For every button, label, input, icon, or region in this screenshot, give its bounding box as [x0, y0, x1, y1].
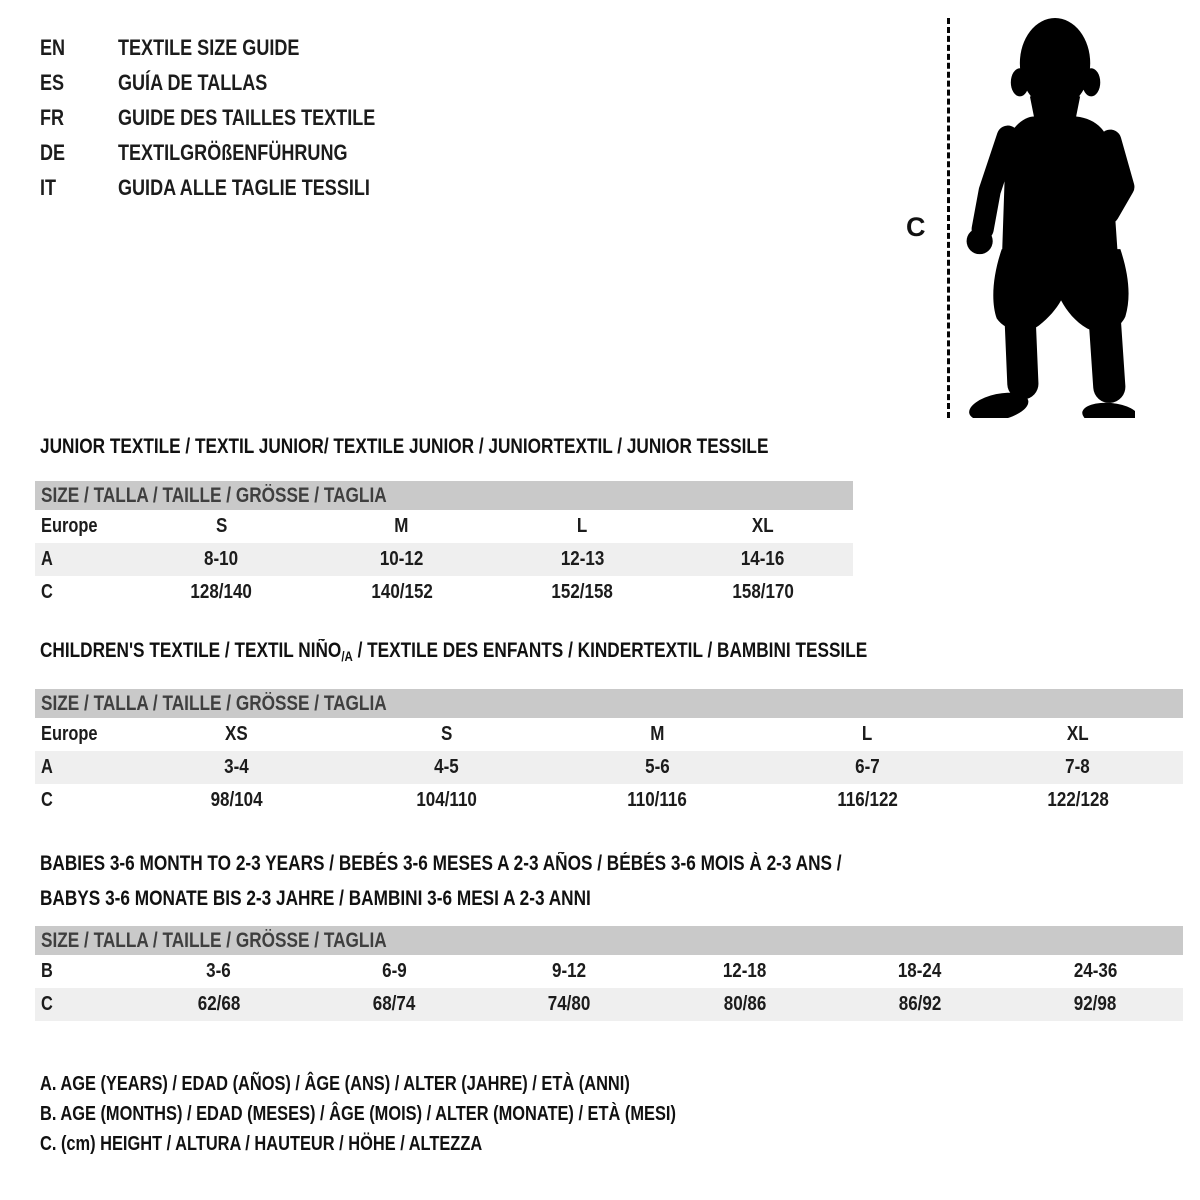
- nino-a-subscript: /A: [341, 648, 353, 664]
- babies-section-title: [40, 846, 1018, 916]
- language-list: [40, 30, 432, 205]
- size-header-cell: SIZE / TALLA / TAILLE / GRÖSSE / TAGLIA: [35, 926, 1183, 955]
- table-header-row: [35, 481, 853, 510]
- cell-value: 116/122: [837, 789, 898, 811]
- row-label: Europe: [41, 515, 98, 537]
- table-row-c: [35, 784, 1183, 817]
- language-label: TEXTILGRÖßENFÜHRUNG: [118, 140, 348, 165]
- cell-value: 5-6: [552, 751, 762, 784]
- cell-value: 6-9: [381, 960, 407, 982]
- language-code: ES: [40, 70, 65, 95]
- cell-value: 18-24: [898, 960, 942, 982]
- cell-value: S: [440, 723, 453, 745]
- cell-value: M: [394, 515, 409, 537]
- row-label: C: [35, 988, 131, 1021]
- cell-value: 68/74: [306, 988, 481, 1021]
- cell-value: 122/128: [1047, 789, 1109, 811]
- cell-value: 152/158: [551, 581, 613, 603]
- language-code: FR: [40, 105, 65, 130]
- babies-title-line2: BABYS 3-6 MONATE BIS 2-3 JAHRE / BAMBINI 3-6 MESI A 2-3 ANNI: [40, 887, 591, 910]
- legend: [40, 1069, 816, 1159]
- table-row-c: [35, 988, 1183, 1021]
- cell-value: S: [215, 515, 227, 537]
- language-row-it: [40, 170, 432, 205]
- cell-value: 98/104: [210, 789, 263, 811]
- language-code: EN: [40, 35, 66, 60]
- cell-value: L: [862, 723, 873, 745]
- children-size-table: [35, 689, 1183, 817]
- size-header-cell: SIZE / TALLA / TAILLE / GRÖSSE / TAGLIA: [35, 481, 853, 510]
- language-code: IT: [40, 175, 57, 200]
- table-row-a: [35, 751, 1183, 784]
- table-row-b: [35, 955, 1183, 988]
- cell-value: 24-36: [1073, 960, 1118, 982]
- cell-value: 12-13: [492, 543, 673, 576]
- table-row-europe: [35, 718, 1183, 751]
- row-label: C: [41, 581, 53, 603]
- table-row-a: [35, 543, 853, 576]
- cell-value: 3-4: [131, 751, 341, 784]
- language-row-es: [40, 65, 432, 100]
- legend-line-b: B. AGE (MONTHS) / EDAD (MESES) / ÂGE (MOIS) / ALTER (MONATE) / ETÀ (MESI): [40, 1103, 676, 1125]
- cell-value: 10-12: [312, 543, 493, 576]
- language-label: TEXTILE SIZE GUIDE: [118, 35, 300, 60]
- legend-line-a: A. AGE (YEARS) / EDAD (AÑOS) / ÂGE (ANS) / ALTER (JAHRE) / ETÀ (ANNI): [40, 1073, 630, 1095]
- size-header-cell: SIZE / TALLA / TAILLE / GRÖSSE / TAGLIA: [35, 689, 1183, 718]
- junior-section-title: JUNIOR TEXTILE / TEXTIL JUNIOR/ TEXTILE JUNIOR / JUNIORTEXTIL / JUNIOR TESSILE: [40, 435, 769, 458]
- cell-value: 128/140: [190, 581, 252, 603]
- table-row-c: [35, 576, 853, 609]
- height-marker-label: C: [906, 212, 926, 242]
- cell-value: L: [577, 515, 588, 537]
- cell-value: 110/116: [627, 789, 687, 811]
- table-row-europe: [35, 510, 853, 543]
- cell-value: 86/92: [832, 988, 1007, 1021]
- cell-value: XS: [224, 723, 248, 745]
- junior-size-table: [35, 481, 853, 609]
- cell-value: 14-16: [673, 543, 854, 576]
- cell-value: M: [649, 723, 665, 745]
- cell-value: 80/86: [657, 988, 832, 1021]
- cell-value: 3-6: [206, 960, 231, 982]
- cell-value: 6-7: [762, 751, 972, 784]
- cell-value: 12-18: [722, 960, 767, 982]
- cell-value: 104/110: [416, 789, 477, 811]
- language-label: GUIDE DES TAILLES TEXTILE: [118, 105, 376, 130]
- cell-value: XL: [751, 515, 774, 537]
- cell-value: 8-10: [131, 543, 312, 576]
- row-label: A: [35, 751, 131, 784]
- language-label: GUÍA DE TALLAS: [118, 70, 268, 95]
- cell-value: 4-5: [341, 751, 551, 784]
- table-header-row: [35, 689, 1183, 718]
- children-section-title: CHILDREN'S TEXTILE / TEXTIL NIÑO/A / TEXTILE DES ENFANTS / KINDERTEXTIL / BAMBINI TESSILE: [40, 639, 868, 664]
- cell-value: 62/68: [131, 988, 306, 1021]
- table-header-row: [35, 926, 1183, 955]
- cell-value: XL: [1066, 723, 1089, 745]
- row-label: Europe: [41, 723, 98, 745]
- language-row-de: [40, 135, 432, 170]
- language-label: GUIDA ALLE TAGLIE TESSILI: [118, 175, 370, 200]
- row-label: B: [41, 960, 53, 982]
- babies-size-table: [35, 926, 1183, 1021]
- height-dashed-line: [947, 18, 950, 418]
- row-label: A: [35, 543, 131, 576]
- cell-value: 7-8: [973, 751, 1183, 784]
- cell-value: 74/80: [482, 988, 657, 1021]
- cell-value: 140/152: [371, 581, 433, 603]
- legend-line-c: C. (cm) HEIGHT / ALTURA / HAUTEUR / HÖHE / ALTEZZA: [40, 1133, 483, 1155]
- cell-value: 158/170: [732, 581, 794, 603]
- language-code: DE: [40, 140, 66, 165]
- row-label: C: [41, 789, 53, 811]
- toddler-silhouette-graphic: [963, 16, 1135, 418]
- language-row-en: [40, 30, 432, 65]
- cell-value: 92/98: [1008, 988, 1183, 1021]
- language-row-fr: [40, 100, 432, 135]
- cell-value: 9-12: [552, 960, 587, 982]
- babies-title-line1: BABIES 3-6 MONTH TO 2-3 YEARS / BEBÉS 3-6 MESES A 2-3 AÑOS / BÉBÉS 3-6 MOIS À 2-3 ANS /: [40, 852, 842, 875]
